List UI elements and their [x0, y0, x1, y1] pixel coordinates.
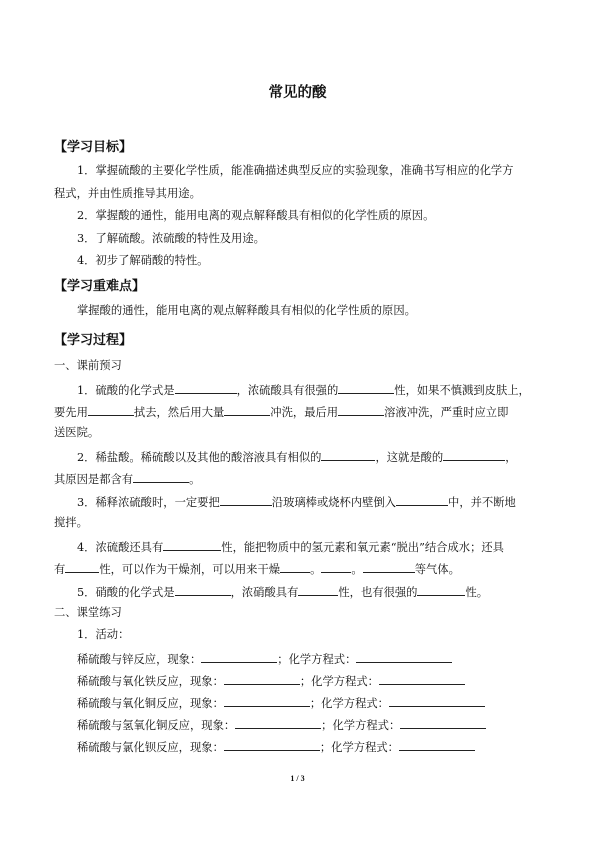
- answer-blank[interactable]: [338, 404, 384, 416]
- question-5: 5．硝酸的化学式是 ，浓硝酸具有 性，也有很强的 性。: [77, 586, 489, 599]
- reaction-row: 稀硫酸与氯化钡反应，现象： ；化学方程式：: [77, 739, 475, 755]
- answer-blank[interactable]: [280, 561, 310, 573]
- reaction-row: 稀硫酸与锌反应，现象： ；化学方程式：: [77, 651, 452, 667]
- question-1-line-3: 送医院。: [54, 426, 100, 439]
- question-3-line-2: 搅拌。: [54, 516, 88, 529]
- answer-blank[interactable]: [396, 494, 448, 506]
- section-process-heading: 【学习过程】: [54, 333, 133, 348]
- phenomenon-blank[interactable]: [224, 695, 310, 707]
- part-2-heading: 二、课堂练习: [54, 606, 122, 619]
- section-key-heading: 【学习重难点】: [54, 279, 146, 294]
- goal-1-line-2: 程式，并由性质推导其用途。: [54, 187, 201, 200]
- goal-3: 3．了解硫酸。浓硫酸的特性及用途。: [77, 232, 265, 245]
- part-1-heading: 一、课前预习: [54, 359, 122, 372]
- equation-blank[interactable]: [389, 695, 485, 707]
- equation-blank[interactable]: [379, 673, 465, 685]
- question-1-line-1: 1．硫酸的化学式是 ，浓硫酸具有很强的 性，如果不慎溅到皮肤上，: [77, 384, 530, 397]
- phenomenon-blank[interactable]: [235, 717, 321, 729]
- goal-4: 4．初步了解硝酸的特性。: [77, 254, 209, 267]
- answer-blank[interactable]: [298, 584, 338, 596]
- answer-blank[interactable]: [338, 382, 394, 394]
- question-2-line-1: 2．稀盐酸。稀硫酸以及其他的酸溶液具有相似的 ，这就是酸的 ，: [77, 451, 517, 464]
- question-4-line-2: 有 性，可以作为干燥剂，可以用来干燥 。 。 等气体。: [54, 563, 460, 576]
- equation-blank[interactable]: [356, 651, 452, 663]
- goal-2: 2．掌握酸的通性，能用电离的观点解释酸具有相似的化学性质的原因。: [77, 209, 435, 222]
- answer-blank[interactable]: [321, 561, 351, 573]
- key-points-text: 掌握酸的通性，能用电离的观点解释酸具有相似的化学性质的原因。: [77, 304, 416, 317]
- page-number: 1 / 3: [290, 774, 305, 783]
- reaction-row: 稀硫酸与氢氧化铜反应，现象： ；化学方程式：: [77, 717, 486, 733]
- answer-blank[interactable]: [224, 404, 270, 416]
- answer-blank[interactable]: [417, 584, 465, 596]
- answer-blank[interactable]: [133, 471, 189, 483]
- answer-blank[interactable]: [65, 561, 99, 573]
- phenomenon-blank[interactable]: [201, 651, 277, 663]
- phenomenon-blank[interactable]: [224, 673, 300, 685]
- answer-blank[interactable]: [175, 584, 231, 596]
- activity-label: 1．活动：: [77, 628, 130, 641]
- question-2-line-2: 其原因是都含有 。: [54, 473, 201, 486]
- reaction-row: 稀硫酸与氧化铁反应，现象： ；化学方程式：: [77, 673, 465, 689]
- equation-blank[interactable]: [400, 717, 486, 729]
- phenomenon-blank[interactable]: [224, 739, 320, 751]
- answer-blank[interactable]: [443, 449, 505, 461]
- goal-1-line-1: 1．掌握硫酸的主要化学性质，能准确描述典型反应的实验现象，准确书写相应的化学方: [77, 164, 514, 177]
- answer-blank[interactable]: [220, 494, 272, 506]
- answer-blank[interactable]: [88, 404, 134, 416]
- question-4-line-1: 4．浓硫酸还具有 性，能把物质中的氢元素和氧元素“脱出”结合成水；还具: [77, 541, 504, 554]
- answer-blank[interactable]: [175, 382, 237, 394]
- question-1-line-2: 要先用 拭去，然后用大量 冲洗，最后用 溶液冲洗，严重时应立即: [54, 406, 509, 419]
- reaction-row: 稀硫酸与氧化铜反应，现象： ；化学方程式：: [77, 695, 485, 711]
- page-title: 常见的酸: [268, 85, 327, 101]
- equation-blank[interactable]: [399, 739, 475, 751]
- answer-blank[interactable]: [163, 539, 221, 551]
- answer-blank[interactable]: [321, 449, 375, 461]
- section-goals-heading: 【学习目标】: [54, 140, 133, 155]
- answer-blank[interactable]: [363, 561, 415, 573]
- question-3-line-1: 3．稀释浓硫酸时，一定要把 沿玻璃棒或烧杯内壁倒入 中，并不断地: [77, 496, 516, 509]
